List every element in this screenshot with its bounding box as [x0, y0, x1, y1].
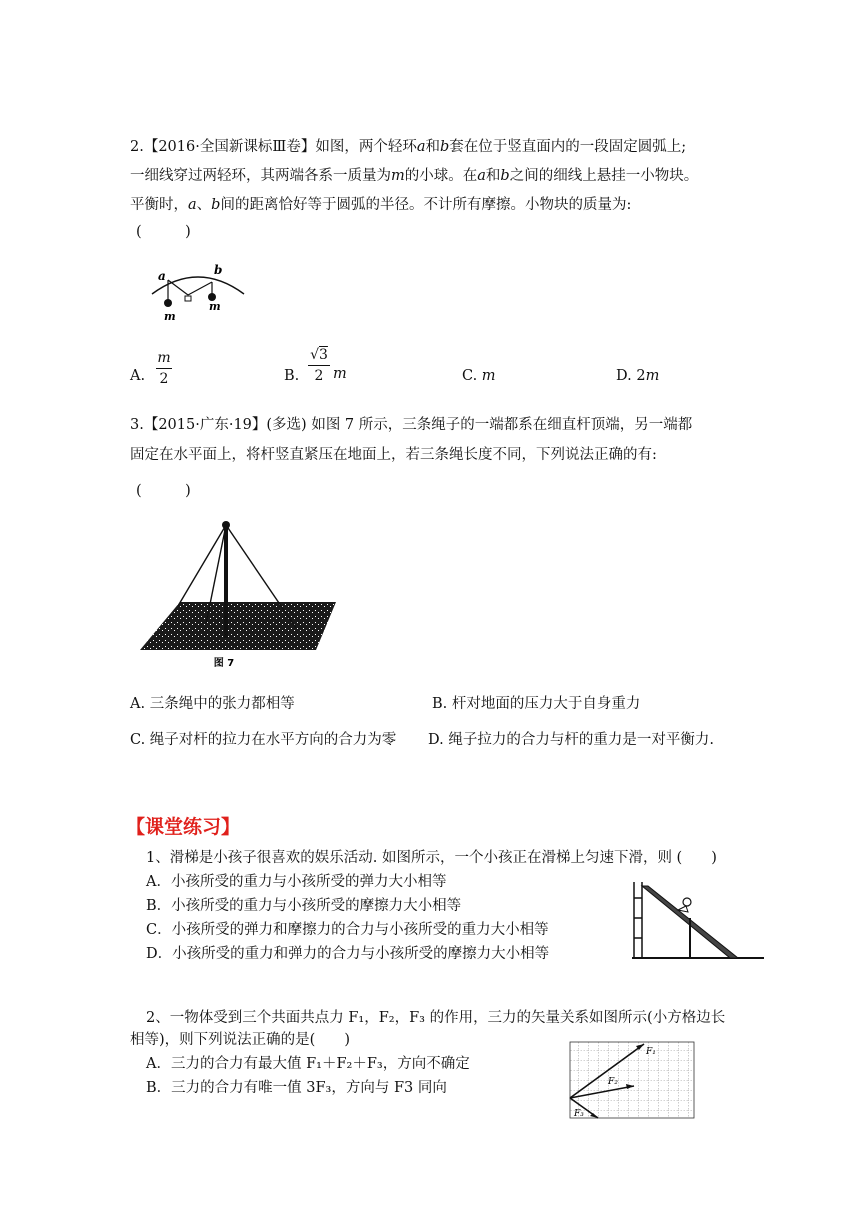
q2-line-3: [130, 195, 631, 215]
fig-label-f3: F₃: [574, 1109, 584, 1119]
q3-option-a: A. 三条绳中的张力都相等: [130, 696, 295, 712]
fig-label-f2: F₂: [608, 1077, 618, 1087]
q3-line-1: 3.【2015·广东·19】(多选) 如图 7 所示，三条绳子的一端都系在细直杆顶端，另一端都: [130, 417, 693, 433]
q3-pole-figure: [140, 518, 336, 670]
fig-label-b: b: [214, 263, 223, 277]
p2-force-grid-figure: [568, 1040, 696, 1120]
p2-option-a: A．三力的合力有最大值 F₁＋F₂＋F₃，方向不确定: [146, 1056, 470, 1072]
q2-text: 2.【2016·全国新课标Ⅲ卷】如图，两个轻环: [130, 139, 417, 155]
p1-option-a: A．小孩所受的重力与小孩所受的弹力大小相等: [146, 874, 447, 890]
q2-option-d: D. 2m: [616, 368, 660, 384]
p1-slide-figure: [630, 878, 766, 962]
q3-fig-caption: 图 7: [213, 658, 235, 669]
q3-answer-paren: ( ): [136, 483, 191, 499]
fig-label-a: a: [158, 269, 166, 283]
q2-text: 的小球。在: [404, 168, 478, 184]
q2-text: 、: [196, 197, 212, 213]
q2-option-a-fraction: [156, 350, 172, 387]
var-b: b: [211, 197, 221, 213]
fig-label-m-right: m: [209, 300, 221, 313]
q2-text: 一细线穿过两轻环，其两端各系一质量为: [130, 168, 391, 184]
var-m: m: [391, 168, 405, 184]
p2-stem-2: 相等)，则下列说法正确的是( ): [130, 1032, 350, 1048]
q2-option-a-label: A.: [130, 368, 146, 384]
var-a: a: [416, 139, 426, 155]
q3-option-b: B. 杆对地面的压力大于自身重力: [432, 696, 641, 712]
q2-option-b-m: m: [333, 366, 347, 382]
q2-answer-paren: ( ): [136, 224, 191, 240]
var-a: a: [477, 168, 486, 184]
var-b: b: [500, 168, 510, 184]
p2-option-b: B．三力的合力有唯一值 3F₃，方向与 F3 同向: [146, 1080, 447, 1096]
q2-text: 和: [425, 139, 440, 155]
q2-option-c: C. m: [462, 368, 496, 384]
var-b: b: [439, 139, 450, 155]
q2-option-b-fraction: [308, 347, 330, 384]
p1-option-c: C．小孩所受的弹力和摩擦力的合力与小孩所受的重力大小相等: [146, 922, 549, 938]
fig-label-f1: F₁: [646, 1047, 656, 1057]
q2-text: 和: [485, 168, 501, 184]
frac-den: 2: [159, 371, 169, 387]
section-title: 【课堂练习】: [126, 816, 241, 838]
q3-option-c: C. 绳子对杆的拉力在水平方向的合力为零: [130, 732, 397, 748]
fig-label-m-left: m: [164, 310, 176, 323]
q2-arc-figure: [148, 260, 248, 326]
q3-line-2: 固定在水平面上，将杆竖直紧压在地面上，若三条绳长度不同，下列说法正确的有:: [130, 447, 657, 463]
p2-stem-1: 2、一物体受到三个共面共点力 F₁，F₂，F₃ 的作用，三力的矢量关系如图所示(小方格边长: [146, 1010, 726, 1026]
frac-num: m: [157, 350, 171, 366]
q2-text: 套在位于竖直面内的一段固定圆弧上;: [449, 139, 687, 155]
q2-text: 间的距离恰好等于圆弧的半径。不计所有摩擦。小物块的质量为:: [220, 197, 632, 213]
p1-stem: 1、滑梯是小孩子很喜欢的娱乐活动. 如图所示，一个小孩正在滑梯上匀速下滑，则 ( ): [146, 850, 717, 866]
frac-num: √3: [310, 347, 328, 363]
q2-text: 之间的细线上悬挂一小物块。: [509, 168, 699, 184]
q2-text: 平衡时，: [130, 197, 188, 213]
p1-option-b: B．小孩所受的重力与小孩所受的摩擦力大小相等: [146, 898, 462, 914]
var-a: a: [188, 197, 197, 213]
frac-den: 2: [314, 368, 324, 384]
q3-option-d: D. 绳子拉力的合力与杆的重力是一对平衡力.: [428, 732, 714, 748]
q2-line-2: [130, 166, 698, 186]
q2-option-b-label: B.: [284, 368, 300, 384]
q2-line-1: [130, 137, 686, 157]
p1-option-d: D．小孩所受的重力和弹力的合力与小孩所受的摩擦力大小相等: [146, 946, 550, 962]
